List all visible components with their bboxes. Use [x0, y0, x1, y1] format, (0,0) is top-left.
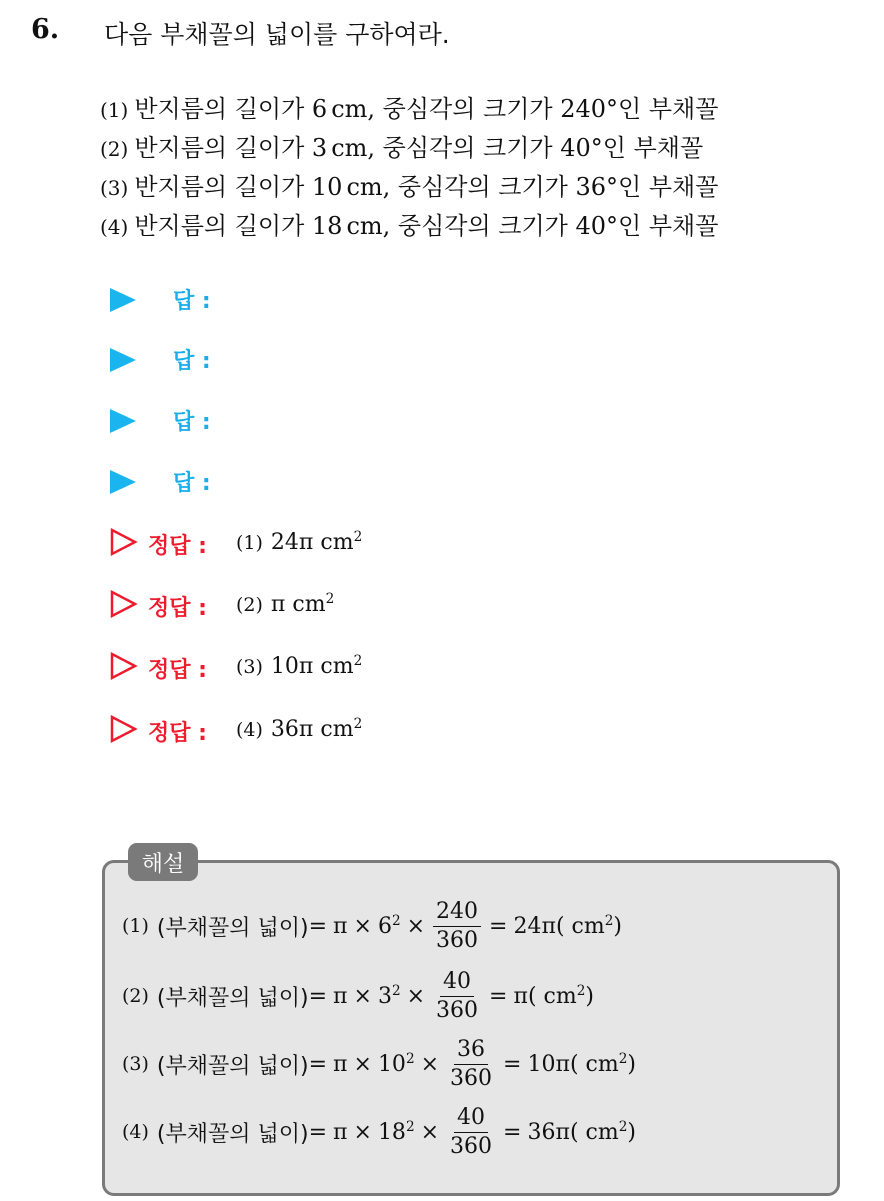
item-degree: ° [590, 134, 603, 162]
item-angle: 36 [575, 173, 607, 201]
item-degree: ° [606, 212, 619, 240]
item-angle: 40 [575, 212, 607, 240]
solution-line-1: (1) (부채꼴의 넓이) = π × $6^2$ × $\frac{240}{360}$ = 24π( $cm^2$) [122, 899, 622, 953]
correct-value: (2) π $cm^2$ [236, 590, 335, 617]
correct-label: 정답 : [148, 596, 207, 621]
item-pre: 반지름의 길이가 [134, 134, 305, 162]
correct-label: 정답 : [148, 721, 207, 746]
correct-label: 정답 : [148, 658, 207, 683]
answer-label: 답 : [173, 410, 211, 435]
condition-item-2 [100, 128, 703, 163]
play-arrow-icon [110, 470, 136, 494]
item-pre: 반지름의 길이가 [134, 173, 305, 201]
item-unit: cm, [331, 134, 376, 162]
item-unit: cm, [346, 173, 391, 201]
item-angle: 240 [560, 95, 607, 123]
outline-triangle-icon [110, 714, 138, 744]
item-angle: 40 [560, 134, 591, 162]
item-mid: 중심각의 크기가 [397, 173, 568, 201]
item-mid: 중심각의 크기가 [382, 95, 553, 123]
item-post: 인 부채꼴 [602, 134, 704, 162]
item-post: 인 부채꼴 [618, 173, 719, 201]
question-number: 6. [31, 14, 60, 45]
solution-line-3: (3) (부채꼴의 넓이) = π × $10^2$ × $\frac{36}{360}$ = 10π( $cm^2$) [122, 1037, 636, 1091]
play-arrow-icon [110, 288, 136, 312]
correct-value: (1) 24π $cm^2$ [236, 528, 363, 555]
item-post: 인 부채꼴 [618, 212, 719, 240]
item-pre: 반지름의 길이가 [134, 95, 305, 123]
item-degree: ° [606, 173, 619, 201]
item-mid: 중심각의 크기가 [382, 134, 553, 162]
correct-label: 정답 : [148, 534, 207, 559]
condition-item-4 [100, 206, 718, 241]
item-radius: 18 [311, 212, 343, 240]
item-radius: 3 [311, 134, 328, 162]
correct-value: (3) 10π $cm^2$ [236, 652, 363, 679]
item-pre: 반지름의 길이가 [134, 212, 305, 240]
item-number: (3) [100, 176, 129, 200]
item-number: (4) [100, 215, 129, 239]
item-number: (1) [100, 98, 129, 122]
item-unit: cm, [331, 95, 376, 123]
answer-label: 답 : [173, 471, 211, 496]
solution-line-2: (2) (부채꼴의 넓이) = π × $3^2$ × $\frac{40}{360}$ = π( $cm^2$) [122, 969, 594, 1023]
solution-line-4: (4) (부채꼴의 넓이) = π × $18^2$ × $\frac{40}{360}$ = 36π( $cm^2$) [122, 1105, 636, 1159]
play-arrow-icon [110, 409, 136, 433]
question-text: 다음 부채꼴의 넓이를 구하여라. [104, 20, 450, 49]
outline-triangle-icon [110, 527, 138, 557]
answer-label: 답 : [173, 349, 211, 374]
condition-item-1 [100, 89, 718, 124]
item-number: (2) [100, 137, 129, 161]
item-degree: ° [606, 95, 619, 123]
outline-triangle-icon [110, 589, 138, 619]
answer-label: 답 : [173, 289, 211, 314]
item-radius: 10 [311, 173, 343, 201]
correct-value: (4) 36π $cm^2$ [236, 715, 363, 742]
item-post: 인 부채꼴 [618, 95, 719, 123]
outline-triangle-icon [110, 651, 138, 681]
solution-tag: 해설 [128, 843, 198, 881]
item-radius: 6 [311, 95, 328, 123]
condition-item-3 [100, 167, 718, 202]
play-arrow-icon [110, 348, 136, 372]
item-mid: 중심각의 크기가 [397, 212, 568, 240]
item-unit: cm, [346, 212, 391, 240]
